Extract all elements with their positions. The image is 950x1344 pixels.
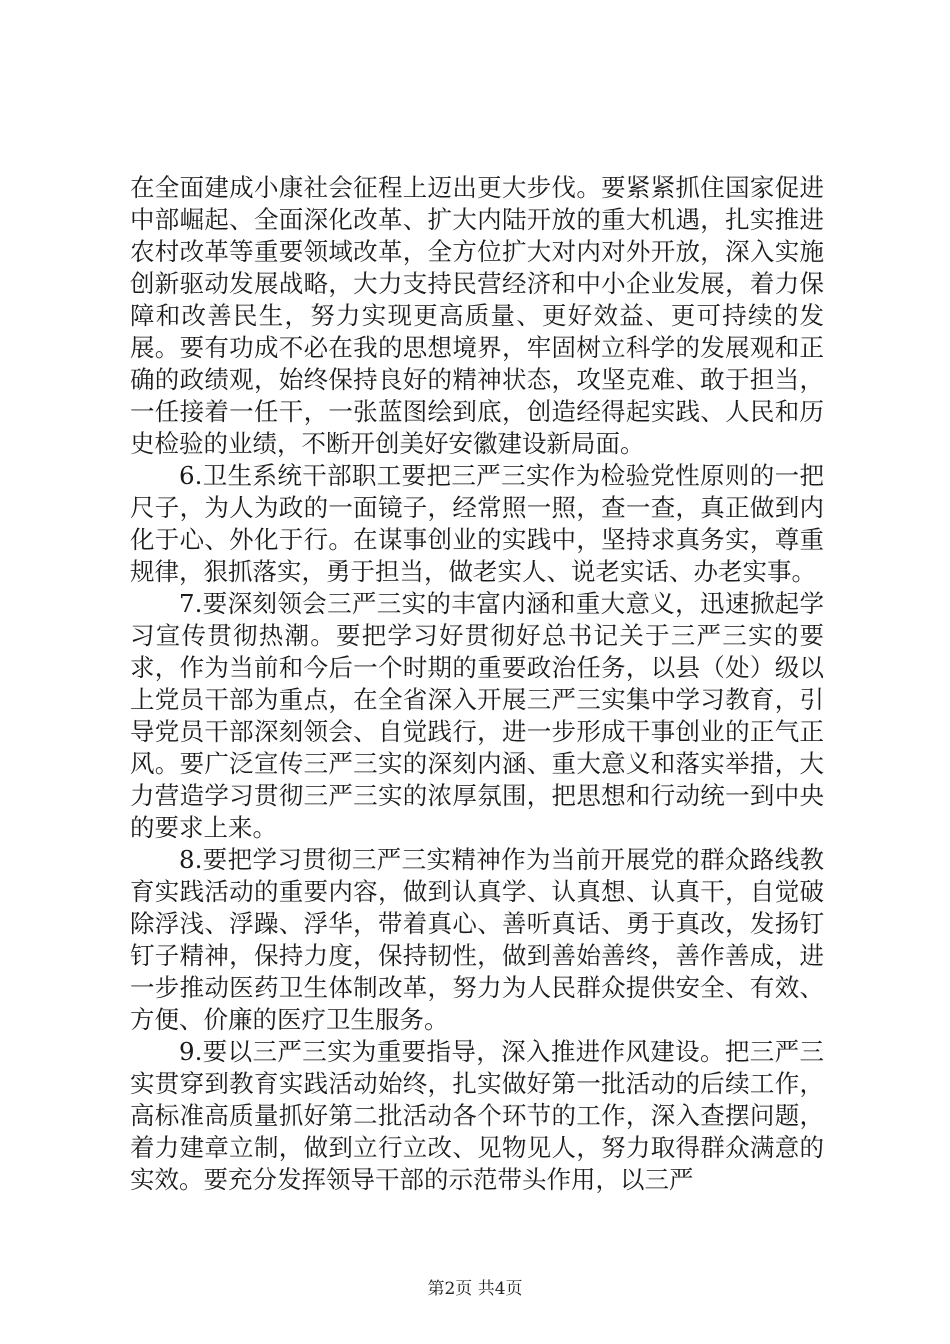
paragraph-item-7: 7.要深刻领会三严三实的丰富内涵和重大意义，迅速掀起学习宣传贯彻热潮。要把学习好贯彻好总书记关于三严三实的要求，作为当前和今后一个时期的重要政治任务，以县（处）级以上党员干部为重点，在全省深入开展三严三实集中学习教育，引导党员干部深刻领会、自觉践行，进一步形成干事创业的正气正风。要广泛宣传三严三实的深刻内涵、重大意义和落实举措，大力营造学习贯彻三严三实的浓厚氛围，把思想和行动统一到中央的要求上来。 (130, 589, 824, 842)
paragraph-item-8: 8.要把学习贯彻三严三实精神作为当前开展党的群众路线教育实践活动的重要内容，做到认真学、认真想、认真干，自觉破除浮浅、浮躁、浮华，带着真心、善听真话、勇于真改，发扬钉钉子精神，保持力度，保持韧性，做到善始善终，善作善成，进一步推动医药卫生体制改革，努力为人民群众提供安全、有效、方便、价廉的医疗卫生服务。 (130, 845, 824, 1034)
paragraph-item-9: 9.要以三严三实为重要指导，深入推进作风建设。把三严三实贯穿到教育实践活动始终，扎实做好第一批活动的后续工作，高标准高质量抓好第二批活动各个环节的工作，深入查摆问题，着力建章立制，做到立行立改、见物见人，努力取得群众满意的实效。要充分发挥领导干部的示范带头作用，以三严 (130, 1037, 824, 1194)
paragraph-continuation: 在全面建成小康社会征程上迈出更大步伐。要紧紧抓住国家促进中部崛起、全面深化改革、扩大内陆开放的重大机遇，扎实推进农村改革等重要领域改革，全方位扩大对内对外开放，深入实施创新驱动发展战略，大力支持民营经济和中小企业发展，着力保障和改善民生，努力实现更高质量、更好效益、更可持续的发展。要有功成不必在我的思想境界，牢固树立科学的发展观和正确的政绩观，始终保持良好的精神状态，攻坚克难、敢于担当，一任接着一任干，一张蓝图绘到底，创造经得起实践、人民和历史检验的业绩，不断开创美好安徽建设新局面。 (130, 173, 824, 458)
document-body (130, 172, 824, 1196)
page-number-footer: 第2页 共4页 (427, 1279, 523, 1299)
paragraph-item-6: 6.卫生系统干部职工要把三严三实作为检验党性原则的一把尺子，为人为政的一面镜子，经常照一照，查一查，真正做到内化于心、外化于行。在谋事创业的实践中，坚持求真务实，尊重规律，狠抓落实，勇于担当，做老实人、说老实话、办老实事。 (130, 461, 824, 586)
